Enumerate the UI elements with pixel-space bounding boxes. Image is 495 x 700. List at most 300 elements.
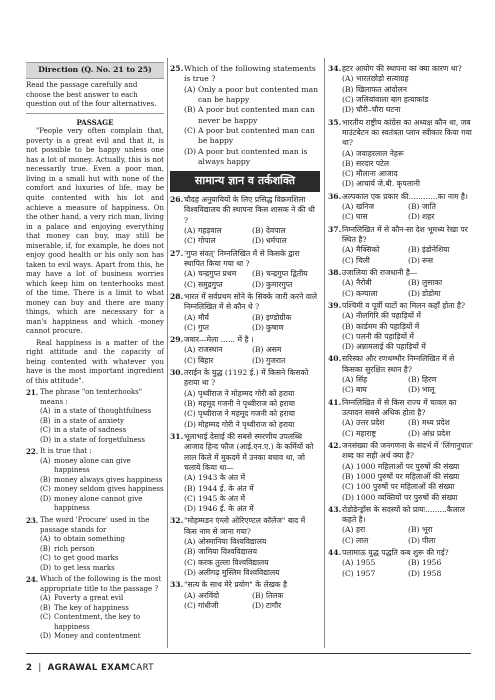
answer-option xyxy=(26,632,164,642)
answer-option xyxy=(26,594,164,604)
option-text: आंध्र प्रदेश xyxy=(422,428,451,438)
answer-option xyxy=(328,311,474,321)
question xyxy=(170,432,320,473)
option-letter: (A) xyxy=(184,537,196,547)
answer-option-row xyxy=(170,313,320,323)
answer-option xyxy=(184,345,252,355)
question-text: उजालिया की राजधानी है— xyxy=(342,267,418,277)
answer-option-row xyxy=(328,558,474,568)
option-text: नैरोबी xyxy=(356,278,372,288)
option-text: महाराष्ट्र xyxy=(356,428,377,438)
answer-option xyxy=(342,385,408,395)
option-text: 1956 xyxy=(422,558,442,568)
answer-option xyxy=(170,399,320,409)
answer-option xyxy=(342,418,408,428)
option-letter: (D) xyxy=(408,428,421,438)
question-number: 42. xyxy=(328,440,342,450)
answer-option-row xyxy=(170,345,320,355)
option-text: 1000 पुरुषों पर महिलाओं की संख्या xyxy=(356,471,460,481)
answer-option xyxy=(408,278,474,288)
answer-option xyxy=(170,558,320,568)
option-letter: (B) xyxy=(252,312,264,322)
option-text: खिलाफत आंदोलन xyxy=(356,84,408,94)
answer-option-row xyxy=(170,356,320,366)
column-right xyxy=(328,62,474,579)
option-letter: (D) xyxy=(252,236,265,246)
option-text: तिलक xyxy=(266,590,284,600)
option-text: अन्नामलाई की पहाड़ियों में xyxy=(356,342,426,352)
option-text: आचार्य जे.बी. कृपलानी xyxy=(356,179,420,189)
option-letter: (D) xyxy=(342,105,355,115)
column-divider xyxy=(324,58,325,648)
option-text: जाति xyxy=(422,202,436,212)
option-letter: (A) xyxy=(184,226,196,236)
answer-option xyxy=(184,601,252,611)
column-divider xyxy=(167,58,168,648)
option-letter: (D) xyxy=(252,600,265,610)
option-text: असम xyxy=(266,345,282,355)
question-number: 25. xyxy=(170,64,184,73)
option-letter: (C) xyxy=(40,426,51,435)
answer-option xyxy=(26,485,164,495)
option-text: मध्य प्रदेश xyxy=(422,418,450,428)
option-letter: (B) xyxy=(252,590,264,600)
option-text: 1946 ई. के अंत में xyxy=(198,504,254,514)
option-letter: (B) xyxy=(184,483,196,493)
option-letter: (A) xyxy=(40,535,51,544)
option-letter: (D) xyxy=(342,342,355,352)
footer-divider xyxy=(26,653,471,654)
answer-option xyxy=(252,269,320,279)
answer-option xyxy=(408,256,474,266)
answer-option-row xyxy=(170,280,320,290)
question xyxy=(170,368,320,389)
answer-option xyxy=(26,426,164,436)
answer-option-row xyxy=(328,202,474,212)
option-text: बिहार xyxy=(198,355,214,365)
option-letter: (B) xyxy=(252,345,264,355)
question-number: 28. xyxy=(170,291,184,301)
question xyxy=(328,225,474,246)
answer-option xyxy=(252,345,320,355)
option-text: मोहम्मद गोरी ने पृथ्वीराज को हराया xyxy=(198,419,295,429)
answer-option xyxy=(252,591,320,601)
answer-option xyxy=(252,356,320,366)
option-text: 1957 xyxy=(356,568,376,578)
option-letter: (C) xyxy=(342,94,354,104)
question-number: 27. xyxy=(170,248,184,258)
option-letter: (D) xyxy=(252,355,265,365)
option-letter: (C) xyxy=(342,288,354,298)
question-text: 'गुप्त संवत्' निम्नलिखित में से किसके द्वारा स्थापित किया गया था ? xyxy=(184,248,300,268)
option-text: करक तुल्ला विश्वविद्यालय xyxy=(198,557,269,567)
answer-option xyxy=(342,375,408,385)
answer-option xyxy=(170,105,320,126)
option-letter: (D) xyxy=(184,146,197,156)
answer-option xyxy=(408,558,474,568)
question-text: पलामाऊ युद्ध पद्धति कब शुरू की गई? xyxy=(342,548,449,558)
option-text: टागौर xyxy=(266,600,282,610)
option-text: जलियांवाला बाग हत्याकांड xyxy=(356,94,429,104)
answer-option-row xyxy=(170,226,320,236)
question-text: सरिस्का और रणथम्भौर निम्नलिखित में से किसका सुरक्षित स्थान है? xyxy=(342,354,455,374)
option-text: money alone cannot give happiness xyxy=(54,494,143,513)
answer-option xyxy=(184,280,252,290)
passage-paragraph: Real happiness is a matter of the right attitude and the capacity of being contented with whatever you have is the most important ingredient of this attitude". xyxy=(26,338,164,385)
question-number: 34. xyxy=(328,64,342,73)
option-text: समुद्रगुप्त xyxy=(198,279,223,289)
option-text: डोडोमा xyxy=(422,288,441,298)
passage-paragraph: "People very often complain that, poverty is a great evil and that it, is not possible to be happy unless one has a lot of money. Actually, this is not necessarily true. Even a poor man, living in a small hut with none of the comfort and luxuries of life, may be quite contented with his lot and achieve a measure of happiness. On the other hand, a very rich man, living in a palace and enjoying everything that money can buy, may still be miserable, if, for example, he does not enjoy good health or his only son has taken to evil ways. Apart from this, he may have a lot of business worries which keep him on tenterhooks most of the time. There is a limit to what money can buy and there are many things, which are necessary for a man's happiness and which -money cannot procure. xyxy=(26,127,164,336)
option-text: The key of happiness xyxy=(54,603,129,612)
option-text: मौलाना आजाद xyxy=(356,169,398,179)
question-number: 40. xyxy=(328,354,342,364)
answer-option-row xyxy=(170,236,320,246)
answer-option xyxy=(328,149,474,159)
page-footer xyxy=(0,650,495,700)
option-letter: (D) xyxy=(184,568,197,578)
option-letter: (C) xyxy=(342,331,354,341)
option-letter: (A) xyxy=(184,388,196,398)
answer-option xyxy=(328,493,474,503)
answer-option xyxy=(26,436,164,446)
question-list xyxy=(26,388,164,641)
option-text: गांधीजी xyxy=(198,600,219,610)
option-letter: (D) xyxy=(408,212,421,222)
question-number: 39. xyxy=(328,300,342,310)
question xyxy=(170,195,320,226)
option-letter: (D) xyxy=(40,632,52,641)
answer-option xyxy=(408,212,474,222)
answer-option xyxy=(26,407,164,417)
option-text: कार्डमम की पहाड़ियों में xyxy=(356,321,420,331)
column-middle xyxy=(170,62,320,611)
option-text: Money and contentment xyxy=(54,632,141,641)
option-text: भारतछोड़ो सत्याग्रह xyxy=(356,74,409,84)
option-letter: (B) xyxy=(342,321,354,331)
question-number: 38. xyxy=(328,267,342,277)
question xyxy=(170,64,320,85)
option-letter: (B) xyxy=(40,544,51,553)
brand-name: AGRAWAL EXAM xyxy=(47,663,131,673)
answer-option xyxy=(170,147,320,168)
question-text: निम्नलिखित में से किस राज्य में चावल का उत्पादन सबसे अधिक होता है? xyxy=(342,397,457,417)
answer-option xyxy=(342,256,408,266)
option-text: जामिया विश्वविद्यालय xyxy=(198,547,258,557)
question xyxy=(170,335,320,345)
option-text: सरदार पटेल xyxy=(356,158,390,168)
option-letter: (A) xyxy=(342,148,354,158)
answer-option xyxy=(328,159,474,169)
question-number: 41. xyxy=(328,397,342,407)
option-text: लुसाका xyxy=(422,278,443,288)
question xyxy=(26,447,164,457)
option-letter: (D) xyxy=(40,494,52,503)
answer-option xyxy=(328,74,474,84)
answer-option xyxy=(170,473,320,483)
option-letter: (A) xyxy=(184,590,196,600)
option-letter: (B) xyxy=(40,475,51,484)
answer-option xyxy=(408,418,474,428)
question-text: जनसंख्या की जनगणना के संदर्भ में 'लिंगानुपात' शब्द का सही अर्थ क्या है? xyxy=(342,440,474,461)
answer-option xyxy=(342,536,408,546)
option-letter: (B) xyxy=(184,547,196,557)
answer-option-row xyxy=(328,385,474,395)
column-left xyxy=(26,62,164,642)
direction-heading: Direction (Q. No. 21 to 25) xyxy=(26,62,164,79)
option-text: भालू xyxy=(422,385,435,395)
option-letter: (C) xyxy=(40,613,51,622)
answer-option xyxy=(328,169,474,179)
option-text: कुमारगुप्त xyxy=(266,279,293,289)
answer-option xyxy=(26,457,164,476)
answer-option xyxy=(184,323,252,333)
option-letter: (D) xyxy=(184,504,197,514)
option-text: गुप्त xyxy=(198,322,209,332)
answer-option xyxy=(408,525,474,535)
option-text: रूस xyxy=(422,255,434,265)
question-text: जवार—मेला ...... में है । xyxy=(184,335,254,345)
option-letter: (C) xyxy=(184,493,196,503)
question xyxy=(328,268,474,278)
answer-option-row xyxy=(328,569,474,579)
option-text: देवपाल xyxy=(266,226,286,236)
option-letter: (A) xyxy=(342,558,354,568)
option-letter: (A) xyxy=(184,269,196,279)
option-letter: (D) xyxy=(408,385,421,395)
answer-option xyxy=(252,323,320,333)
question xyxy=(170,516,320,537)
option-letter: (A) xyxy=(342,202,354,212)
answer-option xyxy=(342,569,408,579)
option-text: खनिज xyxy=(356,202,375,212)
question xyxy=(328,118,474,149)
answer-option xyxy=(252,236,320,246)
option-letter: (C) xyxy=(184,355,196,365)
answer-option xyxy=(170,126,320,147)
answer-option xyxy=(408,375,474,385)
question-number: 30. xyxy=(170,368,184,378)
option-letter: (B) xyxy=(40,603,51,612)
answer-option xyxy=(408,569,474,579)
option-text: rich person xyxy=(54,544,95,553)
answer-option xyxy=(26,554,164,564)
question-text: Which of the following is the most appropriate title to the passage ? xyxy=(40,575,162,593)
question-number: 43. xyxy=(328,504,342,514)
answer-option-row xyxy=(328,429,474,439)
option-letter: (A) xyxy=(342,461,354,471)
question xyxy=(328,192,474,202)
question-number: 26. xyxy=(170,195,184,205)
option-letter: (B) xyxy=(408,202,420,212)
question-text: It is true that : xyxy=(40,447,92,456)
question-text: The word 'Procure' used in the passage stands for xyxy=(40,516,150,534)
option-letter: (B) xyxy=(408,375,420,385)
answer-option xyxy=(408,245,474,255)
option-text: ओस्मानिया विश्वविद्यालय xyxy=(198,537,267,547)
option-letter: (A) xyxy=(342,245,354,255)
answer-option xyxy=(408,202,474,212)
option-text: घास xyxy=(356,212,368,222)
option-letter: (D) xyxy=(342,179,355,189)
option-letter: (C) xyxy=(342,482,354,492)
option-text: 1945 के अंत में xyxy=(198,493,246,503)
option-text: चन्द्रगुप्त प्रथम xyxy=(198,269,237,279)
option-letter: (B) xyxy=(408,278,420,288)
answer-option xyxy=(408,385,474,395)
answer-option xyxy=(342,525,408,535)
answer-option xyxy=(170,420,320,430)
option-text: 1944 ई. के अंत में xyxy=(198,483,254,493)
option-text: मौर्य xyxy=(198,312,209,322)
question xyxy=(170,580,320,590)
option-letter: (A) xyxy=(40,407,51,416)
option-text: Poverty a great evil xyxy=(54,594,124,603)
option-text: शहर xyxy=(422,212,435,222)
question xyxy=(26,575,164,594)
option-letter: (C) xyxy=(184,125,196,135)
option-letter: (A) xyxy=(342,525,354,535)
option-text: बाघ xyxy=(356,385,367,395)
option-text: Only a poor but contented man can be happy xyxy=(198,84,319,104)
answer-option xyxy=(170,494,320,504)
answer-option-row xyxy=(328,525,474,535)
option-letter: (A) xyxy=(40,456,51,465)
option-letter: (A) xyxy=(184,345,196,355)
page-number: 2 xyxy=(26,663,33,673)
option-text: चन्द्रगुप्त द्वितीय xyxy=(266,269,308,279)
option-text: कुषाण xyxy=(266,322,284,332)
option-text: money always gives happiness xyxy=(54,475,163,484)
answer-option xyxy=(342,202,408,212)
question-number: 36. xyxy=(328,191,342,201)
answer-option-row xyxy=(170,323,320,333)
answer-option xyxy=(408,536,474,546)
answer-option xyxy=(252,313,320,323)
answer-option xyxy=(170,389,320,399)
answer-option xyxy=(342,429,408,439)
answer-option xyxy=(328,105,474,115)
option-letter: (C) xyxy=(40,554,51,563)
answer-option xyxy=(170,568,320,578)
option-text: अरविंदो xyxy=(198,590,220,600)
answer-option xyxy=(328,332,474,342)
option-letter: (C) xyxy=(184,322,196,332)
option-letter: (A) xyxy=(184,473,196,483)
answer-option xyxy=(342,245,408,255)
option-text: हरा xyxy=(356,525,366,535)
question-number: 22. xyxy=(26,447,39,457)
option-letter: (B) xyxy=(252,269,264,279)
option-letter: (C) xyxy=(184,409,196,419)
answer-option xyxy=(184,591,252,601)
question-number: 24. xyxy=(26,575,39,585)
question xyxy=(328,64,474,74)
question xyxy=(328,354,474,375)
option-letter: (A) xyxy=(184,312,196,322)
answer-option xyxy=(26,613,164,632)
answer-option xyxy=(184,356,252,366)
option-text: 1943 के अंत में xyxy=(198,473,246,483)
answer-option-row xyxy=(328,256,474,266)
option-text: 1955 xyxy=(356,558,376,568)
option-letter: (A) xyxy=(40,594,51,603)
option-letter: (C) xyxy=(342,385,354,395)
option-text: महमूद गजनी ने पृथ्वीराज को हराया xyxy=(198,399,295,409)
option-letter: (A) xyxy=(342,74,354,84)
question-text: Which of the following statements is true ? xyxy=(184,64,316,84)
answer-option xyxy=(184,313,252,323)
question-text: भारत में सर्वप्रथम सोने के सिक्के जारी करने वाले निम्नलिखित में से कौन थे ? xyxy=(184,291,318,312)
option-text: चिली xyxy=(356,255,370,265)
question xyxy=(328,548,474,558)
brand-name-suffix: CART xyxy=(130,663,154,673)
answer-option-row xyxy=(328,289,474,299)
option-letter: (B) xyxy=(184,399,196,409)
option-text: Contentment, the key to happiness xyxy=(54,613,141,631)
question-text: रोडोडेन्ड्रोंस के सदस्यों को प्रायः.........कैलाल कहते है। xyxy=(342,504,465,525)
answer-option xyxy=(342,289,408,299)
option-letter: (D) xyxy=(408,535,421,545)
answer-option xyxy=(328,179,474,189)
question-number: 37. xyxy=(328,224,342,234)
option-letter: (D) xyxy=(184,419,197,429)
question-number: 33. xyxy=(170,580,184,590)
question-number: 29. xyxy=(170,335,184,345)
option-letter: (C) xyxy=(40,485,51,494)
option-letter: (C) xyxy=(342,212,354,222)
question xyxy=(170,292,320,313)
answer-option xyxy=(26,495,164,514)
option-letter: (C) xyxy=(184,600,196,610)
option-text: in a state of anxiety xyxy=(54,416,124,425)
question xyxy=(26,388,164,407)
answer-option-row xyxy=(328,536,474,546)
option-text: 1000 महिलाओं पर पुरुषों की संख्या xyxy=(356,461,460,471)
answer-option xyxy=(170,547,320,557)
question-list xyxy=(170,195,320,611)
option-text: पृथ्वीराज ने महमूद गजनी को हराया xyxy=(198,409,295,419)
answer-option xyxy=(342,278,408,288)
option-text: सिंह xyxy=(356,375,368,385)
question-text: तराईन के युद्ध (1192 ई.) में किसने किसको हराया था ? xyxy=(184,368,309,388)
answer-option xyxy=(170,484,320,494)
option-text: पलनी की पहाड़ियों में xyxy=(356,331,414,341)
question xyxy=(328,505,474,526)
option-letter: (B) xyxy=(342,84,354,94)
option-text: money alone can give happiness xyxy=(54,456,131,475)
question xyxy=(328,441,474,462)
answer-option xyxy=(342,558,408,568)
question-text: चौदह अनुयायियों के लिए प्रसिद्ध विक्रमशिला विश्वविद्यालय की स्थापना किस शासक ने की थी ? xyxy=(184,195,315,225)
option-letter: (B) xyxy=(252,226,264,236)
option-letter: (B) xyxy=(342,471,354,481)
answer-option-row xyxy=(328,245,474,255)
option-letter: (C) xyxy=(342,255,354,265)
option-letter: (A) xyxy=(342,278,354,288)
option-text: उत्तर प्रदेश xyxy=(356,418,385,428)
question-number: 35. xyxy=(328,117,342,127)
answer-option xyxy=(328,85,474,95)
answer-option xyxy=(328,472,474,482)
option-letter: (D) xyxy=(252,322,265,332)
question-text: हटर आयोग की स्थापना का क्या कारण था? xyxy=(342,64,462,73)
option-text: राजस्थान xyxy=(198,345,223,355)
answer-option xyxy=(252,280,320,290)
question xyxy=(170,249,320,270)
option-text: जवाहरलाल नेहरू xyxy=(356,148,404,158)
answer-option xyxy=(184,226,252,236)
